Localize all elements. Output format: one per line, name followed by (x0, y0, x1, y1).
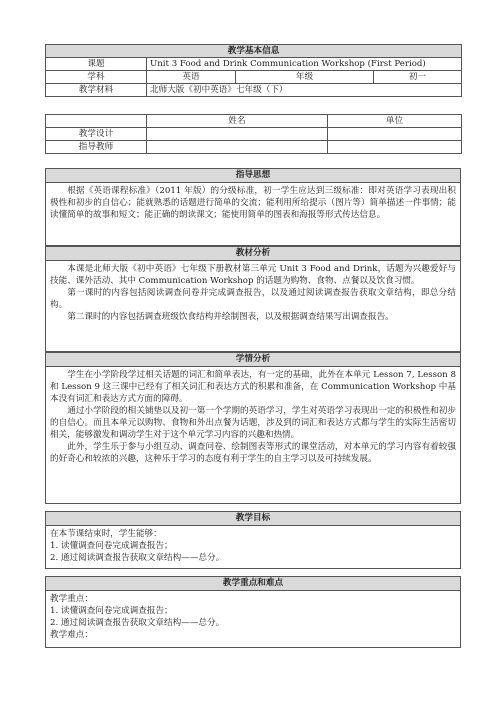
textbook-paragraph: 第二课时的内容包括调查班级饮食结构并绘制图表，以及根据调查结果写出调查报告。 (67, 312, 394, 322)
design-label: 教学设计 (46, 128, 147, 141)
students-paragraph: 此外，学生乐于参与小组互动、调查问卷、绘制图表等形式的课堂活动，对本单元的学习内容有着较强的好奇心和较浓的兴趣，这种乐于学习的态度有利于学生的自主学习以及可持续发展。 (50, 442, 456, 464)
textbook-section (45, 246, 461, 352)
students-paragraph: 通过小学阶段的相关铺垫以及初一第一个学期的英语学习，学生对英语学习表现出一定的积极性和初步的自信心。而且本单元以购物、食物和外出点餐为话题，涉及到的词汇和表达方式都与学生的实际生活密切相关，能够激发和调动学生对于这个单元学习内容的兴趣和热情。 (50, 406, 456, 440)
grade-label: 年级 (236, 71, 374, 84)
keypoints-line: 教学难点： (50, 630, 93, 640)
staff-table (45, 114, 462, 154)
goals-section (45, 511, 461, 569)
subject-label: 学科 (46, 71, 147, 84)
guidance-header: 指导思想 (46, 169, 461, 183)
material-value: 北师大版《初中英语》七年级（下） (147, 84, 462, 97)
goals-line: 在本节课结束时，学生能够： (50, 529, 162, 539)
keypoints-line: 1. 读懂调查问卷完成调查报告； (50, 606, 173, 616)
goals-line: 1. 读懂调查问卷完成调查报告； (50, 541, 173, 551)
keypoints-line: 2. 通过阅读调查报告获取文章结构——总分。 (50, 618, 225, 628)
textbook-paragraph: 本课是北师大版《初中英语》七年级下册教材第三单元 Unit 3 Food and Drink，话题为兴趣爱好与技能、课外活动、其中 Communication Workshop 的话题为购物、食物、点餐以及饮食习惯。 (50, 264, 456, 286)
topic-value: Unit 3 Food and Drink Communication Workshop (First Period) (147, 58, 462, 71)
name-column-header: 姓名 (147, 115, 328, 128)
material-label: 教学材料 (46, 84, 147, 97)
guide-teacher-label: 指导教师 (46, 141, 147, 154)
keypoints-line: 教学重点： (50, 594, 93, 604)
guidance-paragraph: 根据《英语课程标准》（2011 年版）的分级标准，初一学生应达到三级标准：即对英语学习表现出积极性和初步的自信心；能就熟悉的话题进行简单的交流；能利用所给提示（图片等）简单描述一件事情；能读懂简单的故事和短文；能正确的朗读课文；能使用简单的图表和海报等形式传达信息。 (50, 186, 456, 220)
guidance-section (45, 168, 461, 246)
students-header: 学情分析 (46, 353, 461, 367)
unit-column-header: 单位 (328, 115, 462, 128)
keypoints-header: 教学重点和难点 (46, 577, 461, 591)
students-section (45, 352, 461, 504)
goals-header: 教学目标 (46, 512, 461, 526)
grade-value: 初一 (374, 71, 462, 84)
goals-line: 2. 通过阅读调查报告获取文章结构——总分。 (50, 553, 225, 563)
textbook-paragraph: 第一课时的内容包括阅读调查问卷并完成调查报告，以及通过阅读调查报告获取文章结构，即总分结构。 (50, 288, 456, 310)
textbook-header: 教材分析 (46, 247, 461, 261)
keypoints-section (45, 576, 461, 648)
basic-info-header: 教学基本信息 (46, 45, 462, 58)
students-paragraph: 学生在小学阶段学过相关话题的词汇和简单表达，有一定的基础，此外在本单元 Lesson 7, Lesson 8 和 Lesson 9 这三课中已经有了相关词汇和表达方式的积累和准备，在 Communication Workshop 中基本没有词汇和表达方式方面的障碍。 (50, 370, 456, 404)
topic-label: 课题 (46, 58, 147, 71)
subject-value: 英语 (147, 71, 236, 84)
basic-info-table (45, 44, 462, 97)
